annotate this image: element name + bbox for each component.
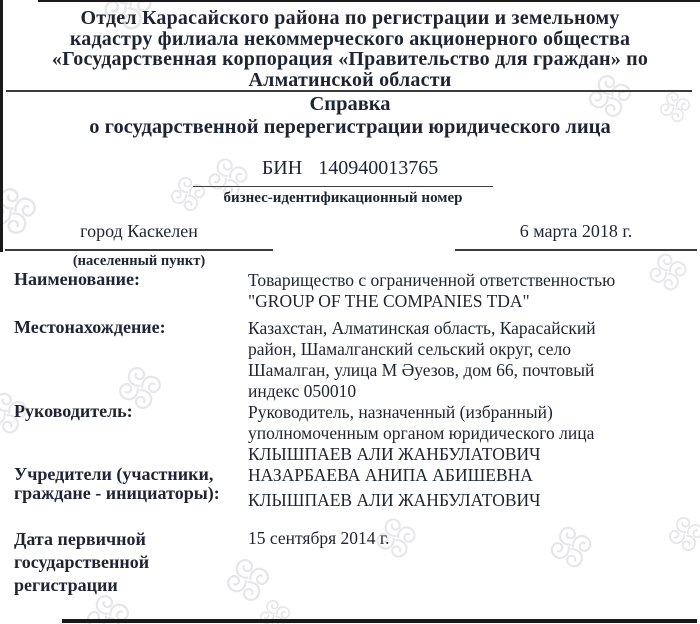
header-divider-rule — [6, 90, 692, 92]
place-caption: (населенный пункт) — [72, 253, 206, 269]
field-value: Казахстан, Алматинская область, Карасайский район, Шамалганский сельский округ, село Шамалган, улица М Әуезов, дом 66, почтовый индекс 050010 — [248, 318, 596, 401]
field-label: Местонахождение: — [14, 317, 166, 337]
issuer-header — [10, 8, 690, 90]
bin-value: 140940013765 — [318, 157, 439, 179]
place-underline — [5, 249, 273, 251]
place-block — [5, 220, 273, 270]
field-row-founders — [0, 465, 700, 511]
document-title — [0, 93, 700, 139]
field-value: Товарищество с ограниченной ответственностью "GROUP OF THE COMPANIES TDA" — [248, 270, 616, 311]
issue-date: 6 марта 2018 г. — [519, 221, 633, 241]
document-title-line1: Справка — [309, 93, 391, 115]
scan-edge-left — [0, 0, 3, 252]
date-underline — [455, 249, 697, 251]
field-label: Руководитель: — [14, 401, 133, 421]
field-label: Наименование: — [14, 269, 140, 289]
bin-label: БИН — [261, 157, 303, 179]
field-value: НАЗАРБАЕВА АНИПА АБИШЕВНА КЛЫШПАЕВ АЛИ ЖАНБУЛАТОВИЧ — [248, 465, 541, 510]
date-block — [455, 220, 697, 251]
field-row-registration-date — [0, 528, 700, 597]
bin-caption: бизнес-идентификационный номер — [223, 190, 463, 206]
field-label: Учредители (участники, граждане - инициаторы): — [14, 464, 220, 503]
fields-section — [0, 270, 700, 597]
field-value: Руководитель, назначенный (избранный) уполномоченным органом юридического лица КЛЫШПАЕВ АЛИ ЖАНБУЛАТОВИЧ — [248, 402, 595, 464]
field-value: 15 сентября 2014 г. — [248, 528, 390, 548]
field-row-location — [0, 318, 700, 402]
issuer-header-line: кадастру филиала некоммерческого акционерного общества — [69, 27, 631, 50]
document-title-line2: о государственной перерегистрации юридического лица — [89, 116, 611, 138]
field-label: Дата первичной государственной регистрации — [14, 529, 150, 595]
issuer-header-line: Алматинской области — [248, 68, 452, 91]
scan-edge-bottom — [62, 619, 697, 623]
bin-row — [0, 157, 700, 180]
scan-edge-top — [38, 0, 700, 2]
field-row-name — [0, 270, 700, 312]
bin-underline — [193, 186, 493, 187]
issuer-header-line: Отдел Карасайского района по регистрации и земельному — [80, 7, 620, 29]
place-name: город Каскелен — [80, 221, 198, 241]
field-row-head — [0, 402, 700, 465]
issuer-header-line: «Государственная корпорация «Правительство для граждан» по — [51, 48, 649, 70]
